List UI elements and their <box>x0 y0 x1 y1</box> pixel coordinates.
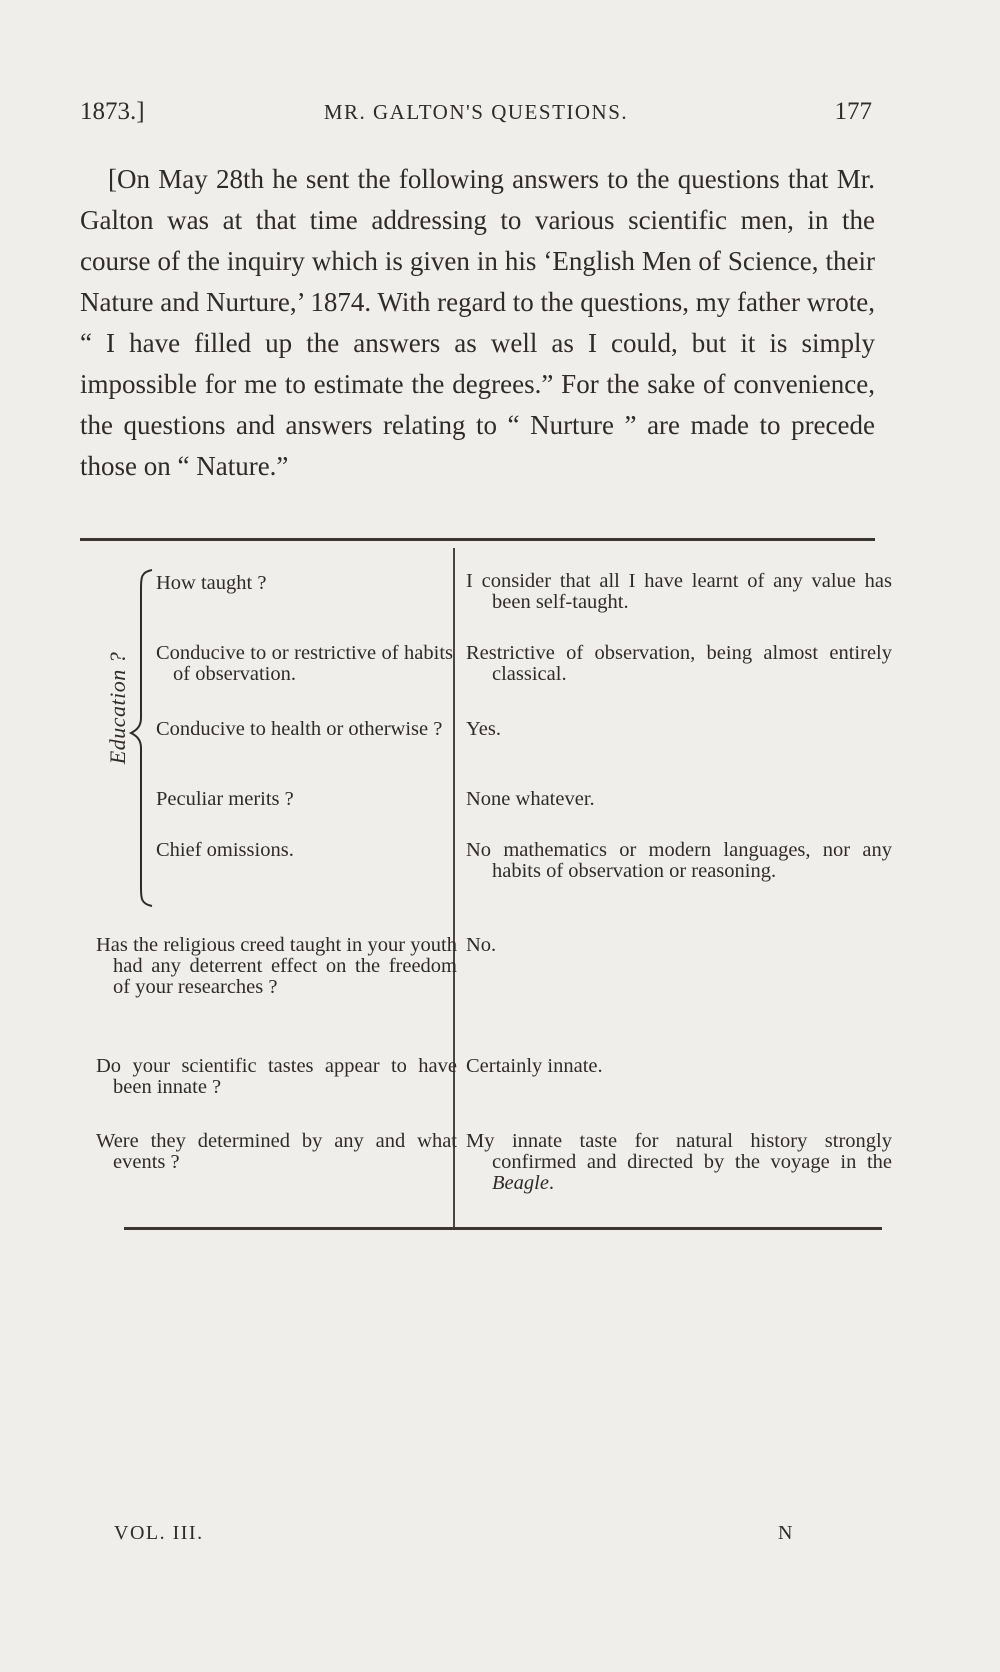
answer-how-taught: I consider that all I have learnt of any value has been self-taught. <box>466 570 892 613</box>
answer-religious-creed: No. <box>466 934 497 956</box>
question-innate-tastes: Do your scientific tastes appear to have been innate ? <box>96 1055 457 1098</box>
question-omissions: Chief omissions. <box>156 839 294 861</box>
answer-merits: None whatever. <box>466 788 595 810</box>
question-observation: Conducive to or restrictive of habits of observation. <box>156 642 453 685</box>
answer-end: . <box>548 1172 555 1194</box>
page-footer <box>0 1522 1000 1552</box>
question-religious-creed: Has the religious creed taught in your youth had any deterrent effect on the freedom of your researches ? <box>96 934 457 998</box>
answer-determining-events <box>466 1131 892 1194</box>
header-year: 1873.] <box>80 98 145 125</box>
table-top-rule <box>80 538 875 541</box>
volume-label: VOL. III. <box>114 1522 204 1544</box>
answer-omissions: No mathematics or modern languages, nor any habits of observation or reasoning. <box>466 839 892 882</box>
ship-name: Beagle <box>492 1172 549 1194</box>
question-determining-events: Were they determined by any and what events ? <box>96 1130 457 1173</box>
answer-observation: Restrictive of observation, being almost entirely classical. <box>466 642 892 685</box>
answer-innate-tastes: Certainly innate. <box>466 1055 603 1077</box>
signature-mark: N <box>778 1522 793 1544</box>
page-number: 177 <box>834 98 872 125</box>
answer-text: My innate taste for natural history strongly confirmed and directed by the voyage in the <box>466 1130 892 1173</box>
education-brace <box>128 568 154 908</box>
question-how-taught: How taught ? <box>156 572 267 594</box>
answer-health: Yes. <box>466 718 501 740</box>
table-bottom-rule <box>124 1227 882 1230</box>
question-health: Conducive to health or otherwise ? <box>156 718 443 740</box>
question-merits: Peculiar merits ? <box>156 788 294 810</box>
running-head <box>80 98 872 138</box>
table-column-divider <box>453 548 455 1229</box>
education-side-label: Education ? <box>105 651 130 765</box>
header-title: MR. GALTON'S QUESTIONS. <box>323 100 629 124</box>
intro-paragraph: [On May 28th he sent the following answers to the questions that Mr. Galton was at that time addressing to various scientific men, in the course of the inquiry which is given in his ‘English Men of Science, their Nature and Nurture,’ 1874. With regard to the questions, my father wrote, “ I have filled up the answers as well as I could, but it is simply impossible for me to estimate the degrees.” For the sake of convenience, the questions and answers relating to “ Nurture ” are made to precede those on “ Nature.” <box>80 164 875 481</box>
